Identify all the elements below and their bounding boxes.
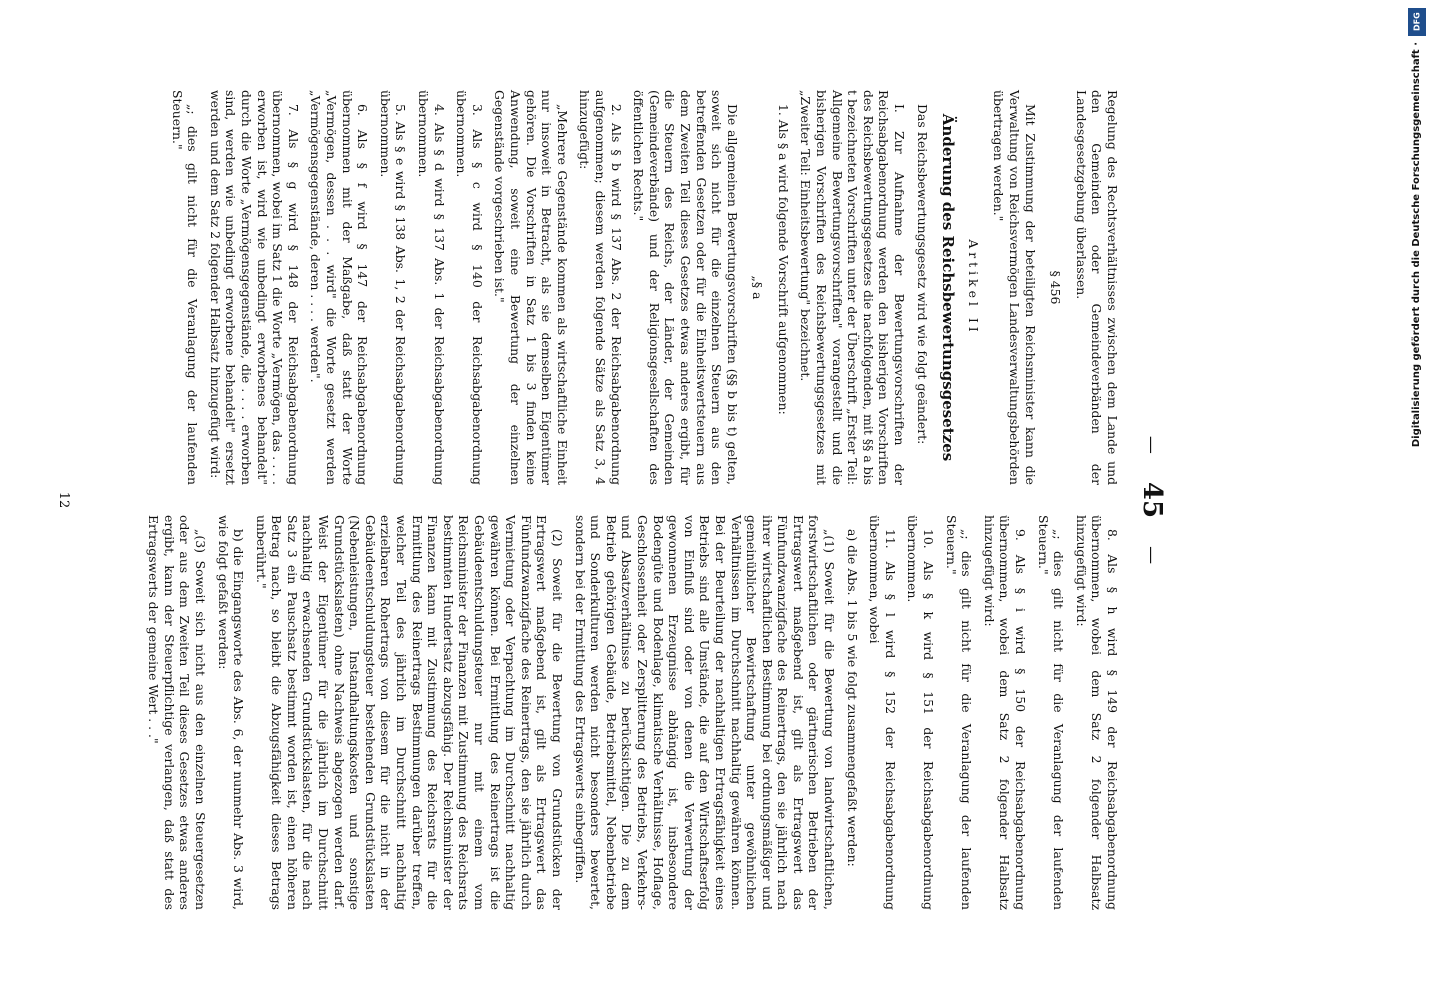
header-dash-right: — bbox=[1141, 546, 1163, 565]
paragraph: I. Zur Aufnahme der Bewertungsvorschriften der Reichsabgabenordnung werden den bisherigen Vorschriften des Reichsbewertungsgesetzes die nachfolgenden, mit §§ a bis t bezeichneten Vorschriften unter der Überschrift „Erster Teil: Allgemeine Bewertungsvorschriften" vorangestellt und die bisherigen Vorschriften des Reichsbewertungsgesetzes mit „Zweiter Teil: Einheitsbewertung" bezeichnet. bbox=[798, 90, 908, 485]
paragraph: 7. Als § g wird § 148 der Reichsabgabenordnung übernommen, wobei im Satz 1 die Worte „Vermögen, das . . . . erworben ist, wird wie unbedingt erworbenes behandelt" durch die Worte „Vermögensgegenstände, die . . . . erworben sind, werden wie unbedingt erworbene behandelt" ersetzt werden und dem Satz 2 folgender Halbsatz hinzugefügt wird: bbox=[207, 90, 301, 485]
dfg-logo-icon: DFG bbox=[1408, 8, 1426, 36]
paragraph: 9. Als § i wird § 150 der Reichsabgabenordnung übernommen, wobei dem Satz 2 folgender Halbsatz hinzugefügt wird: bbox=[981, 515, 1029, 910]
section-heading: § 456 bbox=[1048, 270, 1064, 305]
paragraph: „; dies gilt nicht für die Veranlagung der laufenden Steuern." bbox=[943, 515, 975, 910]
paragraph: (2) Soweit für die Bewertung von Grundstücken der Ertragswert maßgebend ist, gilt als Ertragswert das Fünfundzwanzigfache des Reinertrags, den sie jährlich durch Vermietung oder Verpachtung im Durchschnitt nachhaltig gewähren können. Bei Ermittlung des Reinertrags ist die Gebäudeentschuldungsteuer nur mit einem vom Reichsminister der Finanzen mit Zustimmung des Reichsrats bestimmten Hundertsatz abzugsfähig. Der Reichsminister der Finanzen kann mit Zustimmung des Reichsrats für die Ermittlung des Reinertrags Bestimmungen darüber treffen, welcher Teil des jährlich im Durchschnitt nachhaltig erzielbaren Rohertrags von diesem für die nicht in der Gebäudeentschuldungsteuer bestehenden Grundstückslasten (Nebenleistungen, Instandhaltungskosten und sonstige Grundstückslasten) ohne Nachweis abgezogen werden darf. Weist der Eigentümer für die jährlich im Durchschnitt nachhaltig erwachsenden Grundstückslasten, für die nach Satz 3 ein Pauschsatz bestimmt worden ist, einen höheren Betrag nach, so bleibt die Abzugsfähigkeit dieses Betrags unberührt." bbox=[253, 515, 565, 910]
chapter-heading: Änderung des Reichsbewertungsgesetzes bbox=[939, 113, 958, 462]
header-dash-left: — bbox=[1141, 435, 1163, 454]
page-header bbox=[1132, 90, 1172, 910]
right-column bbox=[139, 515, 1120, 910]
paragraph: a) die Abs. 1 bis 5 wie folgt zusammengefaßt werden: bbox=[844, 529, 860, 867]
paragraph: Das Reichsbewertungsgesetz wird wie folgt geändert: bbox=[914, 104, 930, 445]
paragraph: 3. Als § c wird § 140 der Reichsabgabenordnung übernommen. bbox=[454, 90, 485, 485]
paragraph: 6. Als § f wird § 147 der Reichsabgabenordnung übernommen mit der Maßgabe, daß statt der Worte „Vermögen, dessen . . . wird" die Worte gesetzt werden „Vermögensgegenstände, deren . . . . werden". bbox=[308, 90, 371, 485]
page-number: 45 bbox=[1137, 481, 1167, 519]
paragraph: 4. Als § d wird § 137 Abs. 1 der Reichsabgabenordnung übernommen. bbox=[416, 90, 447, 485]
paragraph: 2. Als § b wird § 137 Abs. 2 der Reichsabgabenordnung aufgenommen; diesem werden folgende Sätze als Satz 3, 4 hinzugefügt: bbox=[577, 90, 624, 485]
paragraph: Mit Zustimmung der beteiligten Reichsminister kann die Verwaltung von Reichsvermögen Landesverwaltungsbehörden übertragen werden." bbox=[991, 90, 1038, 485]
paragraph: 10. Als § k wird § 151 der Reichsabgabenordnung übernommen. bbox=[905, 515, 937, 910]
paragraph: „(1) Soweit für die Bewertung von landwirtschaftlichen, forstwirtschaftlichen oder gärtnerischen Betrieben der Ertragswert maßgebend ist, gilt als Ertragswert das Fünfundzwanzigfache des Reinertrags, den sie jährlich nach ihrer wirtschaftlichen Bestimmung bei ordnungsmäßiger und gemeinüblicher Bewirtschaftung unter gewöhnlichen Verhältnissen im Durchschnitt nachhaltig gewähren können. Bei der Beurteilung der nachhaltigen Ertragsfähigkeit eines Betriebs sind alle Umstände, die auf den Wirtschaftserfolg von Einfluß sind oder von denen die Verwertung der gewonnenen Erzeugnisse abhängig ist, insbesondere Bodengüte und Bodenlage, klimatische Verhältnisse, Hoflage, Geschlossenheit oder Zersplitterung des Betriebs, Verkehrs- und Absatzverhältnisse zu berücksichtigen. Die zu dem Betrieb gehörigen Gebäude, Betriebsmittel, Nebenbetriebe und Sonderkulturen werden nicht besonders bewertet, sondern bei der Ermittlung des Ertragswerts einbegriffen. bbox=[572, 515, 838, 910]
paragraph: 1. Als § a wird folgende Vorschrift aufgenommen: bbox=[775, 104, 791, 415]
paragraph: Die allgemeinen Bewertungsvorschriften (§§ b bis t) gelten, soweit sich nicht für die einzelnen Steuern aus den betreffenden Gesetzen oder für die Einheitswertsteuern aus dem Zweiten Teil dieses Gesetzes etwas anderes ergibt, für die Steuern des Reichs, der Länder, der Gemeinden (Gemeindeverbände) und der Religionsgesellschaften des öffentlichen Rechts." bbox=[631, 90, 740, 485]
paragraph: b) die Eingangsworte des Abs. 6, der nunmehr Abs. 3 wird, wie folgt gefaßt werden: bbox=[215, 515, 247, 910]
paragraph: „(3) Soweit sich nicht aus den einzelnen Steuergesetzen oder aus dem Zweiten Teil dieses Gesetzes etwas anderes ergibt, kann der Steuerpflichtige verlangen, daß statt des Ertragswerts der gemeine Wert . . ." bbox=[146, 515, 208, 910]
paragraph: Regelung des Rechtsverhältnisses zwischen dem Lande und den Gemeinden oder Gemeindeverbänden der Landesgesetzgebung überlassen. bbox=[1073, 90, 1120, 485]
paragraph: 11. Als § l wird § 152 der Reichsabgabenordnung übernommen, wobei bbox=[867, 515, 898, 910]
paragraph: „Mehrere Gegenstände kommen als wirtschaftliche Einheit nur insoweit in Betracht, als sie demselben Eigentümer gehören. Die Vorschriften in Satz 1 bis 3 finden keine Anwendung, soweit eine Bewertung der einzelnen Gegenstände vorgeschrieben ist." bbox=[492, 90, 570, 485]
paragraph: „; dies gilt nicht für die Veranlagung der laufenden Steuern." bbox=[169, 90, 201, 485]
rotated-document-page bbox=[28, 90, 1178, 910]
paragraph: „; dies gilt nicht für die Veranlagung der laufenden Steuern." bbox=[1035, 515, 1067, 910]
paragraph: 8. Als § h wird § 149 der Reichsabgabenordnung übernommen, wobei dem Satz 2 folgender Halbsatz hinzugefügt wird: bbox=[1073, 515, 1120, 910]
article-heading: Artikel II bbox=[965, 239, 981, 336]
section-heading: „§ a bbox=[750, 275, 766, 300]
footer-number: 12 bbox=[56, 491, 71, 509]
left-column bbox=[162, 90, 1120, 485]
digitization-sidebar bbox=[1406, 0, 1434, 1000]
paragraph: 5. Als § e wird § 138 Abs. 1, 2 der Reichsabgabenordnung übernommen. bbox=[377, 90, 409, 485]
digitization-note: Digitalisierung gefördert durch die Deutsche Forschungsgemeinschaft · bbox=[1411, 42, 1422, 448]
